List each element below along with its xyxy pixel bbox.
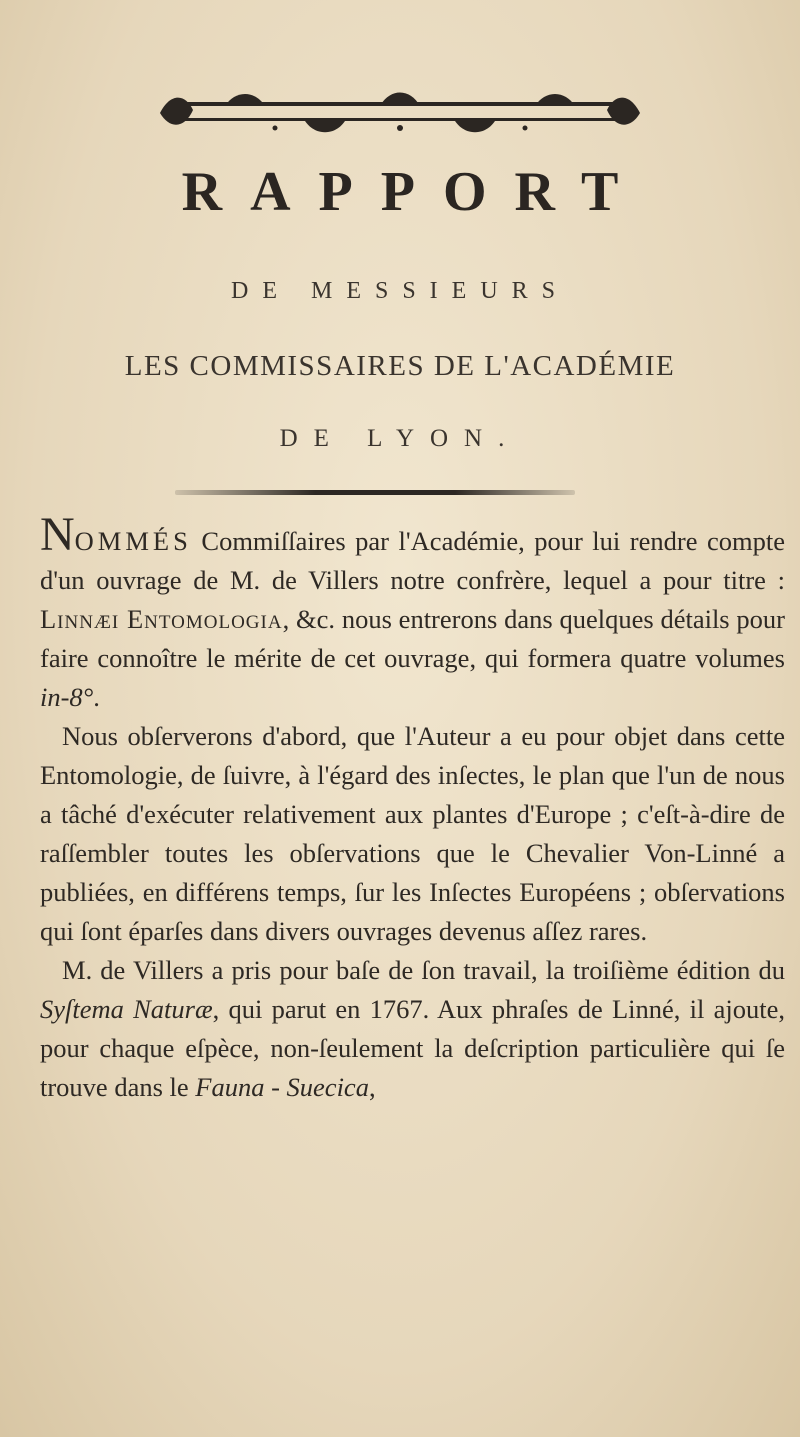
paragraph-3: M. de Villers a pris pour baſe de ſon travail, la troiſième édition du Syſtema Naturæ, qui parut en 1767. Aux phraſes de Linné, il ajoute, pour chaque eſpèce, non-ſeulement la deſcription particulière qui ſe trouve dans le Fauna - Suecica, (40, 955, 785, 1102)
subtitle-lyon: DE LYON. (279, 425, 521, 452)
subtitle-messieurs: DE MESSIEURS (230, 278, 570, 304)
subtitle-commissaires: LES COMMISSAIRES DE L'ACADÉMIE (124, 350, 676, 382)
work-title: Linnæi Entomologia (40, 604, 283, 634)
ornament-band-icon (155, 88, 645, 138)
dropcap: N (40, 508, 75, 561)
report-body (40, 508, 785, 1107)
page-title: RAPPORT (181, 161, 647, 223)
divider-rule (175, 490, 575, 495)
paragraph-1: NOMMÉS Commiſſaires par l'Académie, pour lui rendre compte d'un ouvrage de M. de Villers notre confrère, lequel a pour titre : Linnæi Entomologia, &c. nous entrerons dans quelques détails pour faire connoître le mérite de cet ouvrage, qui formera quatre volumes in-8°. (40, 508, 785, 712)
paragraph-2: Nous obſerverons d'abord, que l'Auteur a eu pour objet dans cette Entomologie, de ſuivre, à l'égard des inſectes, le plan que l'un de nous a tâché d'exécuter relativement aux plantes d'Europe ; c'eſt-à-dire de raſſembler toutes les obſervations que le Chevalier Von-Linné a publiées, en différens temps, ſur les Inſectes Européens ; obſervations qui ſont éparſes dans divers ouvrages devenus aſſez rares. (40, 721, 785, 946)
